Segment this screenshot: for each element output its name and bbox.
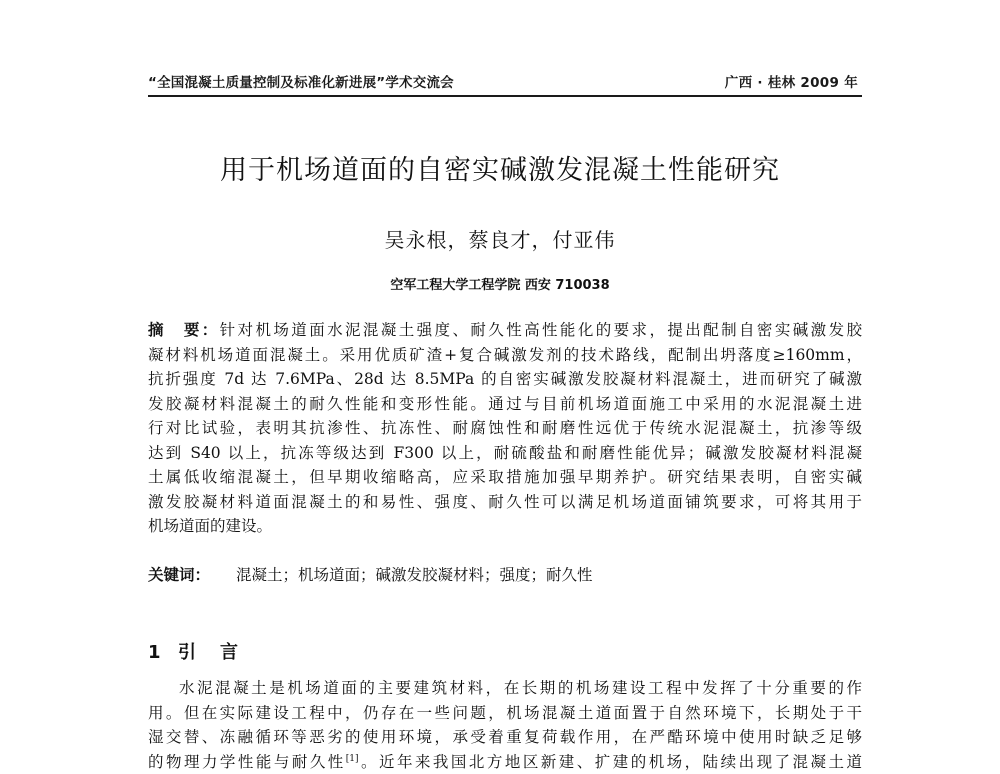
keywords-label: 关键词： <box>148 565 236 585</box>
abstract-line: 发胶凝材料混凝土的耐久性能和变形性能。通过与目前机场道面施工中采用的水泥混凝土进 <box>148 392 862 417</box>
abstract-line: 行对比试验，表明其抗渗性、抗冻性、耐腐蚀性和耐磨性远优于传统水泥混凝土，抗渗等级 <box>148 416 862 441</box>
keywords <box>148 565 862 585</box>
abstract-line: 机场道面的建设。 <box>148 514 862 539</box>
citation-ref[interactable]: [1] <box>346 753 359 763</box>
section-heading-introduction <box>148 638 238 664</box>
abstract-line: 抗折强度 7d 达 7.6MPa、28d 达 8.5MPa 的自密实碱激发胶凝材料混凝土，进而研究了碱激 <box>148 367 862 392</box>
body-line: 湿交替、冻融循环等恶劣的使用环境，承受着重复荷载作用，在严酷环境中使用时缺乏足够 <box>148 725 862 750</box>
section-title-char: 言 <box>220 642 238 663</box>
abstract-line: 达到 S40 以上，抗冻等级达到 F300 以上，耐硫酸盐和耐磨性能优异；碱激发胶凝材料混凝 <box>148 441 862 466</box>
body-line: 用。但在实际建设工程中，仍存在一些问题，机场混凝土道面置于自然环境下，长期处于干 <box>148 701 862 726</box>
paper-affiliation: 空军工程大学工程学院 西安 710038 <box>0 274 1000 293</box>
location-date: 广西 · 桂林 2009 年 <box>725 71 858 91</box>
body-line: 的物理力学性能与耐久性[1]。近年来我国北方地区新建、扩建的机场，陆续出现了混凝土道 <box>148 750 862 774</box>
paper-authors: 吴永根，蔡良才，付亚伟 <box>0 224 1000 253</box>
abstract-line: 激发胶凝材料道面混凝土的和易性、强度、耐久性可以满足机场道面铺筑要求，可将其用于 <box>148 490 862 515</box>
section-title-char: 引 <box>178 638 220 664</box>
conference-name: “全国混凝土质量控制及标准化新进展”学术交流会 <box>148 71 454 91</box>
paper-title: 用于机场道面的自密实碱激发混凝土性能研究 <box>0 148 1000 187</box>
running-header <box>148 71 862 93</box>
abstract-line: 凝材料机场道面混凝土。采用优质矿渣+复合碱激发剂的技术路线，配制出坍落度≥160mm， <box>148 343 862 368</box>
abstract-line: 土属低收缩混凝土，但早期收缩略高，应采取措施加强早期养护。研究结果表明，自密实碱 <box>148 465 862 490</box>
section-number: 1 <box>148 642 178 663</box>
abstract-label: 摘 要： <box>148 321 220 339</box>
header-rule <box>148 95 862 97</box>
abstract <box>148 318 862 539</box>
keywords-value: 混凝土；机场道面；碱激发胶凝材料；强度；耐久性 <box>236 566 593 584</box>
body-line: 水泥混凝土是机场道面的主要建筑材料，在长期的机场建设工程中发挥了十分重要的作 <box>148 676 862 701</box>
introduction-body <box>148 676 862 774</box>
abstract-line: 摘 要：针对机场道面水泥混凝土强度、耐久性高性能化的要求，提出配制自密实碱激发胶 <box>148 318 862 343</box>
